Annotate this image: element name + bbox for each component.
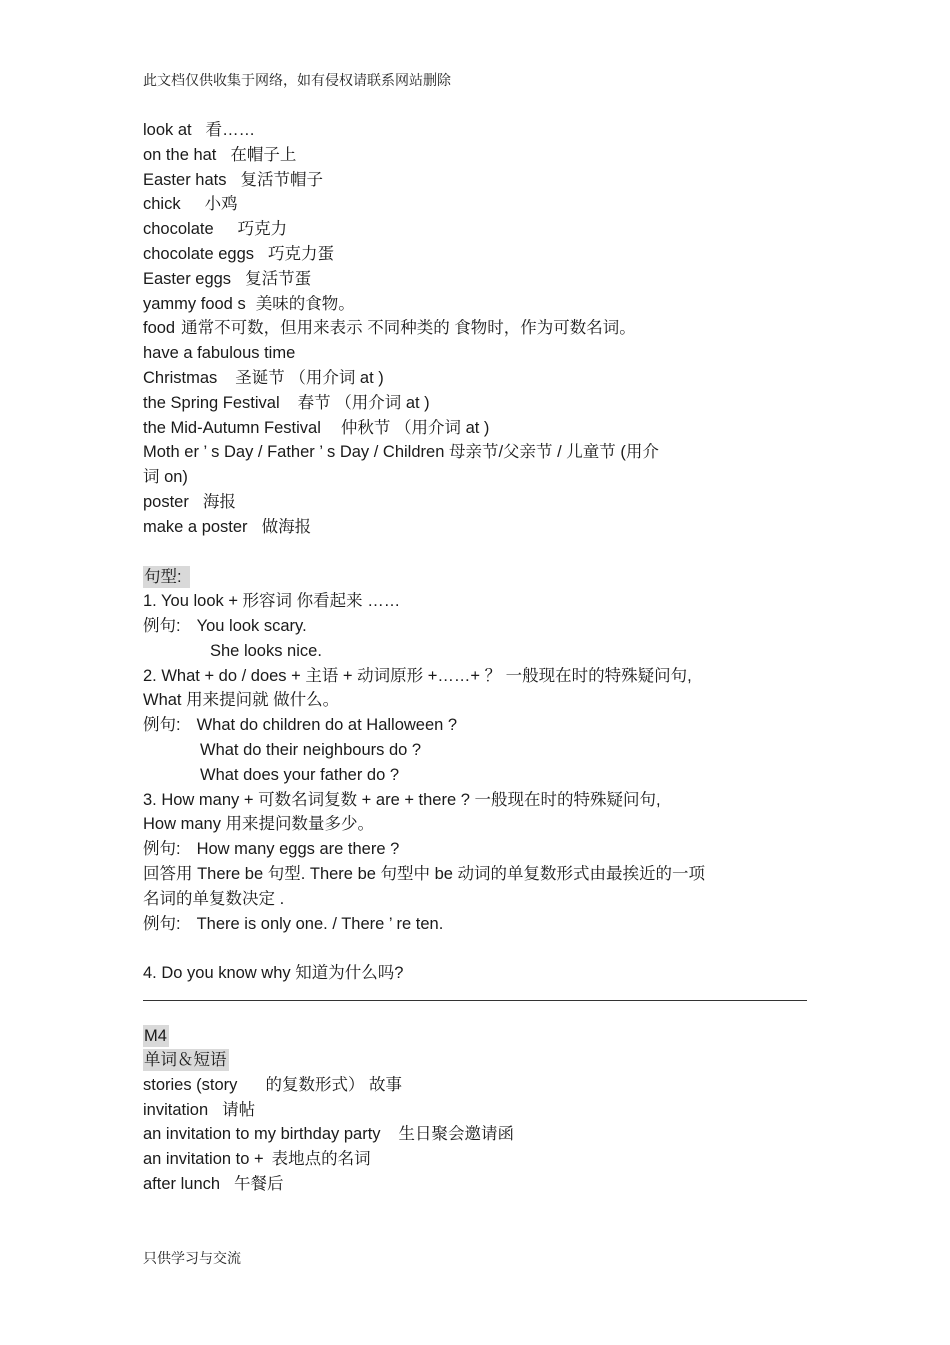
vocab-item: [143, 1122, 808, 1147]
vocab-item: [143, 143, 808, 168]
example-text: How many eggs are there ?: [196, 840, 400, 859]
module-heading: [143, 1025, 808, 1047]
example-line: [143, 912, 808, 937]
vocab-zh: 看……: [205, 121, 256, 139]
vocab-en: on the hat: [143, 145, 217, 164]
vocab-zh: 午餐后: [234, 1175, 284, 1194]
example-text: What do children do at Halloween ?: [196, 716, 458, 735]
vocab-en: an invitation to my birthday party: [143, 1125, 381, 1144]
sentence-section-heading: [143, 564, 808, 589]
vocab-zh: 小鸡: [204, 195, 238, 214]
document-body: [143, 118, 808, 1197]
vocab-zh: 海报: [202, 492, 236, 511]
vocab-en: food: [143, 319, 176, 338]
words-heading: [143, 1047, 808, 1073]
vocab-en: look at: [143, 121, 192, 139]
example-text: What does your father do ?: [200, 765, 400, 784]
vocab-item: [143, 316, 808, 341]
page-footer: 只供学习与交流: [143, 1251, 241, 1267]
vocab-zh: 春节 （用介词 at ): [297, 393, 430, 412]
vocab-list-m3: [143, 118, 808, 540]
example-line: [143, 713, 808, 738]
vocab-en: chick: [143, 195, 181, 214]
sentence-label: 句型:: [143, 566, 190, 588]
vocab-en: poster: [143, 492, 189, 511]
vocab-zh: 复活节蛋: [245, 269, 312, 288]
mothers-day-line: Moth er ’ s Day / Father ’ s Day / Children 母亲节/父亲节 / 儿童节 (用介: [143, 443, 659, 462]
vocab-en: stories (story: [143, 1075, 238, 1094]
example-text: You look scary.: [196, 616, 307, 635]
vocab-item: [143, 1147, 808, 1172]
vocab-en: Christmas: [143, 368, 218, 387]
pattern-2-cont: What 用来提问就 做什么。: [143, 691, 340, 710]
vocab-item: [143, 1172, 808, 1197]
vocab-item: [143, 391, 808, 416]
vocab-zh: 生日聚会邀请函: [398, 1125, 515, 1144]
vocab-item: [143, 366, 808, 391]
vocab-en: chocolate: [143, 220, 214, 239]
vocab-en: after lunch: [143, 1175, 221, 1194]
vocab-zh: 做海报: [261, 517, 312, 536]
vocab-item: [143, 515, 808, 540]
section-divider: [143, 1000, 807, 1001]
vocab-en: Easter hats: [143, 170, 227, 189]
vocab-en: Easter eggs: [143, 269, 232, 288]
vocab-item: [143, 168, 808, 193]
example-text: There is only one. / There ’ re ten.: [196, 914, 444, 933]
vocab-zh: 的复数形式） 故事: [265, 1075, 403, 1094]
mothers-day-line-cont: 词 on): [143, 468, 188, 487]
vocab-item: [143, 1073, 808, 1098]
example-label: 例句:: [143, 616, 181, 635]
vocab-zh: 复活节帽子: [240, 170, 323, 189]
vocab-en: make a poster: [143, 517, 248, 536]
example-line: [143, 837, 808, 862]
vocab-zh: 表地点的名词: [271, 1150, 371, 1169]
sentence-patterns: [143, 589, 808, 986]
vocab-zh: 巧克力: [237, 220, 288, 239]
example-line: [143, 614, 808, 639]
pattern-3-note-cont: 名词的单复数决定 .: [143, 889, 285, 908]
vocab-en: chocolate eggs: [143, 244, 254, 263]
example-label: 例句:: [143, 840, 181, 859]
vocab-zh: 圣诞节 （用介词 at ): [235, 368, 384, 387]
page-header: 此文档仅供收集于网络，如有侵权请联系网站删除: [143, 73, 451, 89]
words-label: 单词＆短语: [144, 1050, 227, 1069]
vocab-item: [143, 217, 808, 242]
vocab-item: [143, 118, 808, 143]
pattern-3: 3. How many + 可数名词复数 + are + there ? 一般现在时的特殊疑问句,: [143, 790, 661, 809]
vocab-en: the Mid-Autumn Festival: [143, 418, 321, 437]
pattern-3-cont: How many 用来提问数量多少。: [143, 815, 375, 834]
pattern-1: 1. You look + 形容词 你看起来 ……: [143, 592, 401, 611]
vocab-zh: 在帽子上: [230, 145, 297, 164]
pattern-4: 4. Do you know why 知道为什么吗?: [143, 964, 404, 983]
vocab-zh: 仲秋节 （用介词 at ): [340, 418, 490, 437]
example-label: 例句:: [143, 914, 181, 933]
module-label: M4: [144, 1026, 167, 1045]
vocab-zh: 巧克力蛋: [268, 244, 334, 263]
vocab-item: [143, 490, 808, 515]
vocab-en: the Spring Festival: [143, 393, 280, 412]
example-text: She looks nice.: [210, 641, 322, 660]
module-4-section: [143, 1025, 808, 1197]
vocab-item: [143, 267, 808, 292]
vocab-zh: 美味的食物。: [255, 294, 355, 313]
vocab-zh: 请帖: [222, 1100, 256, 1119]
vocab-item: [143, 242, 808, 267]
example-text: What do their neighbours do ?: [200, 740, 422, 759]
vocab-en: yammy food s: [143, 294, 246, 313]
vocab-item: [143, 341, 808, 366]
vocab-item: [143, 416, 808, 441]
vocab-en: have a fabulous time: [143, 344, 296, 363]
pattern-3-note: 回答用 There be 句型. There be 句型中 be 动词的单复数形式由最挨近的一项: [143, 864, 706, 883]
vocab-item: [143, 192, 808, 217]
vocab-en: an invitation to +: [143, 1150, 264, 1169]
example-label: 例句:: [143, 716, 181, 735]
pattern-2: 2. What + do / does + 主语 + 动词原形 +……+ ？ 一般现在时的特殊疑问句,: [143, 666, 692, 685]
vocab-item: [143, 1098, 808, 1123]
vocab-zh: 通常不可数，但用来表示 不同种类的 食物时，作为可数名词。: [181, 319, 636, 338]
vocab-item: [143, 292, 808, 317]
vocab-en: invitation: [143, 1100, 209, 1119]
